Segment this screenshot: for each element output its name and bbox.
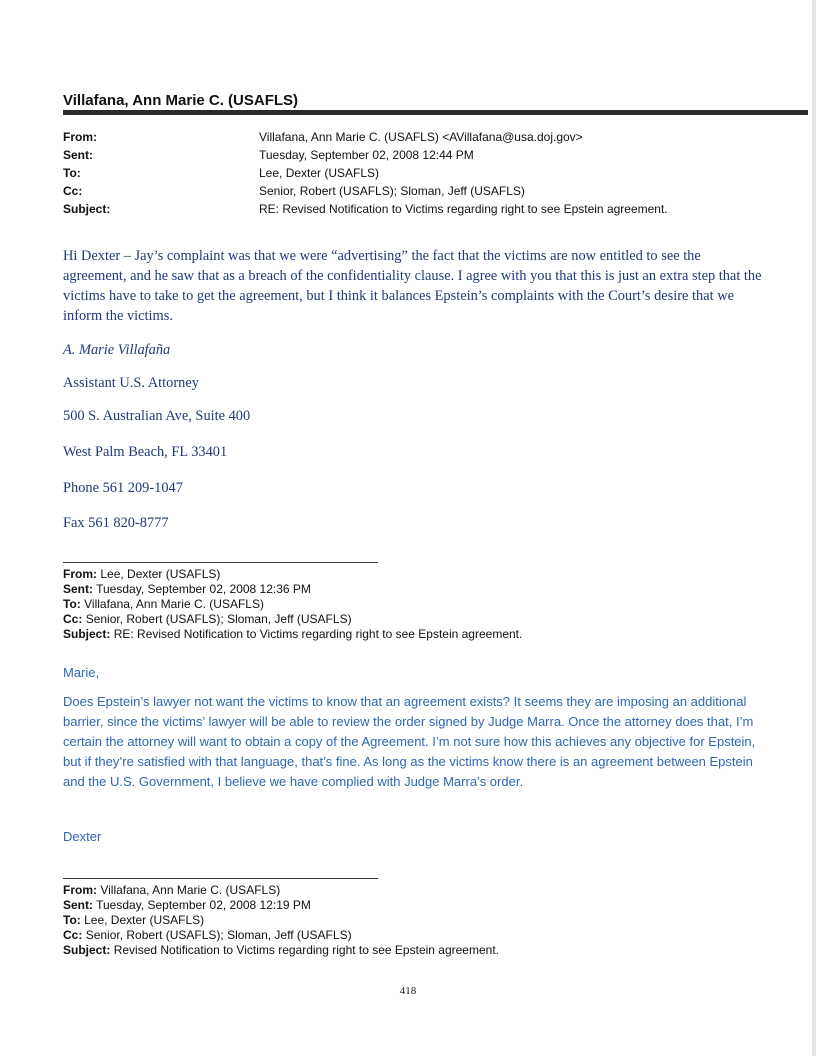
quoted1-to — [63, 597, 264, 612]
quoted2-from-value: Villafana, Ann Marie C. (USAFLS) — [100, 883, 281, 897]
quoted2-cc — [63, 928, 352, 943]
header-from-label: From: — [63, 130, 97, 144]
signature-city: West Palm Beach, FL 33401 — [63, 444, 228, 460]
quoted2-to — [63, 913, 204, 928]
quoted2-cc-label: Cc: — [63, 928, 83, 942]
quoted2-subject-label: Subject: — [63, 943, 111, 957]
quoted2-cc-value: Senior, Robert (USAFLS); Sloman, Jeff (USAFLS) — [85, 928, 352, 942]
quoted2-from-label: From: — [63, 883, 97, 897]
quoted2-sent-label: Sent: — [63, 898, 93, 912]
page-edge-shadow — [812, 0, 816, 1056]
quoted1-salutation: Marie, — [63, 665, 100, 680]
quoted2-to-label: To: — [63, 913, 81, 927]
quoted-divider-2 — [63, 878, 378, 879]
quoted1-body: Does Epstein’s lawyer not want the victims to know that an agreement exists? It seems they are imposing an additional barrier, since the victims’ lawyer will be able to review the order signed by Judge Marra. Once the attorney does that, I’m certain the attorney will want to obtain a copy of the Agreement. I’m not sure how this achieves any objective for Epstein, but if they’re satisfied with that language, that’s fine. As long as the victims know there is an agreement between Epstein and the U.S. Government, I believe we have complied with Judge Marra’s order. — [63, 694, 756, 789]
quoted2-from — [63, 883, 280, 898]
signature-title: Assistant U.S. Attorney — [63, 375, 199, 391]
mailbox-owner-title: Villafana, Ann Marie C. (USAFLS) — [63, 92, 299, 109]
header-to-label: To: — [63, 166, 81, 180]
page-number: 418 — [399, 985, 417, 997]
header-to-value: Lee, Dexter (USAFLS) — [259, 166, 380, 180]
quoted1-subject-label: Subject: — [63, 627, 111, 641]
reply-body: Hi Dexter – Jay’s complaint was that we were “advertising” the fact that the victims are now entitled to see the agreement, and he saw that as a breach of the confidentiality clause. I agree with you that this is just an extra step that the victims have to take to get the agreement, but I think it balances Epstein’s complaints with the Court’s desire that we inform the victims. — [63, 248, 762, 324]
quoted1-to-label: To: — [63, 597, 81, 611]
header-sent-value: Tuesday, September 02, 2008 12:44 PM — [259, 148, 474, 162]
quoted1-from-label: From: — [63, 567, 97, 581]
quoted2-sent-value: Tuesday, September 02, 2008 12:19 PM — [96, 898, 311, 912]
header-cc-label: Cc: — [63, 184, 83, 198]
quoted1-signoff: Dexter — [63, 829, 102, 844]
quoted1-sent — [63, 582, 311, 597]
header-from-value: Villafana, Ann Marie C. (USAFLS) <AVillafana@usa.doj.gov> — [259, 130, 583, 144]
quoted1-sent-label: Sent: — [63, 582, 93, 596]
quoted1-sent-value: Tuesday, September 02, 2008 12:36 PM — [96, 582, 311, 596]
header-subject-value: RE: Revised Notification to Victims regarding right to see Epstein agreement. — [259, 202, 668, 216]
header-cc-value: Senior, Robert (USAFLS); Sloman, Jeff (USAFLS) — [259, 184, 525, 198]
signature-address: 500 S. Australian Ave, Suite 400 — [63, 408, 251, 424]
quoted1-subject-value: RE: Revised Notification to Victims regarding right to see Epstein agreement. — [113, 627, 523, 641]
quoted-divider-1 — [63, 562, 378, 563]
quoted1-from-value: Lee, Dexter (USAFLS) — [100, 567, 221, 581]
title-divider — [63, 110, 808, 115]
signature-name: A. Marie Villafaña — [63, 342, 171, 358]
signature-phone: Phone 561 209-1047 — [63, 480, 183, 496]
quoted1-from — [63, 567, 220, 582]
signature-fax: Fax 561 820-8777 — [63, 515, 169, 531]
quoted2-sent — [63, 898, 311, 913]
quoted1-cc-label: Cc: — [63, 612, 83, 626]
quoted2-to-value: Lee, Dexter (USAFLS) — [84, 913, 205, 927]
quoted1-subject — [63, 627, 522, 642]
quoted2-subject — [63, 943, 499, 958]
header-sent-label: Sent: — [63, 148, 93, 162]
quoted1-cc — [63, 612, 352, 627]
quoted1-cc-value: Senior, Robert (USAFLS); Sloman, Jeff (USAFLS) — [85, 612, 352, 626]
quoted2-subject-value: Revised Notification to Victims regarding right to see Epstein agreement. — [113, 943, 499, 957]
header-subject-label: Subject: — [63, 202, 111, 216]
quoted1-to-value: Villafana, Ann Marie C. (USAFLS) — [84, 597, 264, 611]
